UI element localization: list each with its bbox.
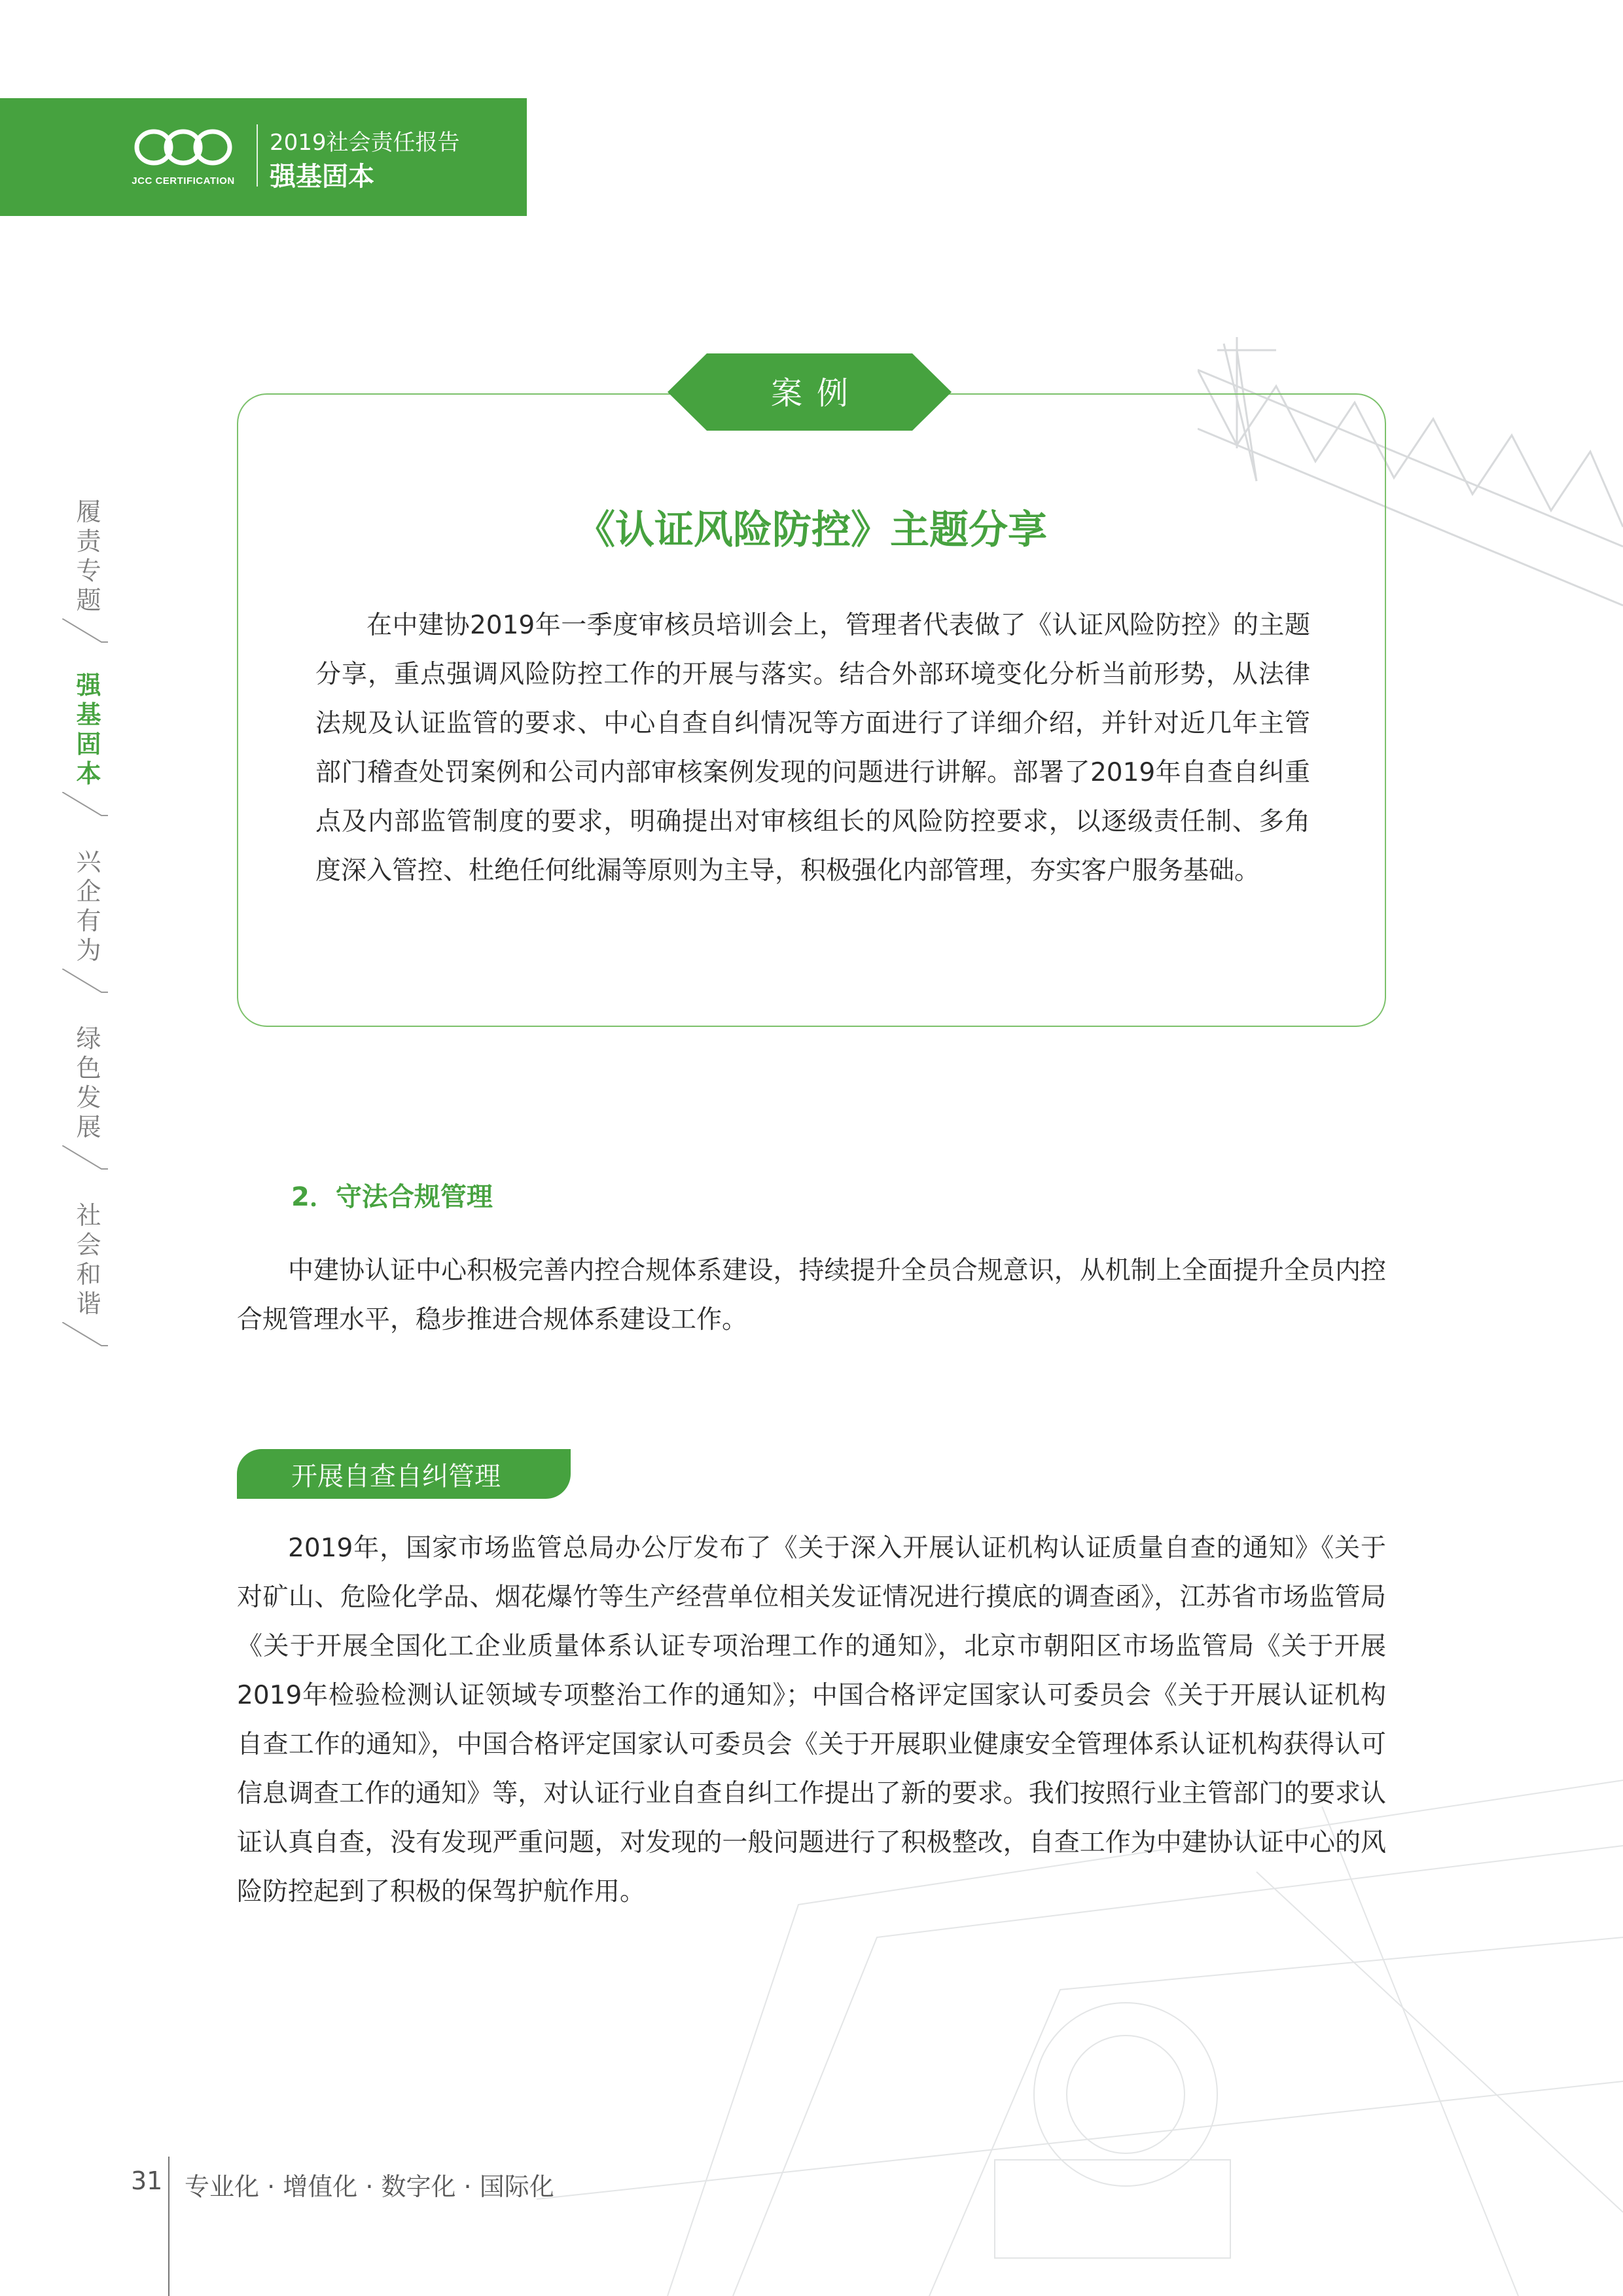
nav-item-5[interactable]: [62, 1201, 115, 1319]
case-title: 《认证风险防控》主题分享: [576, 507, 1047, 553]
nav-item-2[interactable]: [62, 671, 115, 789]
section-heading: 2．守法合规管理: [291, 1182, 493, 1212]
nav-separator: [62, 1322, 108, 1348]
nav-separator: [62, 969, 108, 995]
nav-item-label: 绿色发展: [76, 1024, 101, 1141]
case-body: 在中建协2019年一季度审核员培训会上，管理者代表做了《认证风险防控》的主题分享，重点强调风险防控工作的开展与落实。结合外部环境变化分析当前形势，从法律法规及认证监管的要求、中心自查自纠情况等方面进行了详细介绍，并针对近几年主管部门稽查处罚案例和公司内部审核案例发现的问题进行讲解。部署了2019年自查自纠重点及内部监管制度的要求，明确提出对审核组长的风险防控要求，以逐级责任制、多角度深入管控、杜绝任何纰漏等原则为主导，积极强化内部管理，夯实客户服务基础。: [315, 611, 1310, 886]
nav-item-1[interactable]: [62, 497, 115, 615]
footer-divider: [168, 2157, 169, 2296]
nav-separator: [62, 1145, 108, 1172]
subheading-label: 开展自查自纠管理: [291, 1462, 501, 1492]
nav-item-label: 履责专题: [76, 497, 101, 615]
nav-item-label: 兴企有为: [76, 848, 101, 965]
nav-separator: [62, 792, 108, 818]
header-bar: [0, 98, 527, 216]
header-divider: [257, 124, 258, 187]
page-number: 31: [131, 2166, 163, 2195]
footer-slogan: 专业化 · 增值化 · 数字化 · 国际化: [185, 2172, 554, 2201]
nav-item-4[interactable]: [62, 1024, 115, 1142]
jcc-logo-icon: [134, 128, 232, 167]
section-body: 2019年，国家市场监管总局办公厅发布了《关于深入开展认证机构认证质量自查的通知》《关于对矿山、危险化学品、烟花爆竹等生产经营单位相关发证情况进行摸底的调查函》，江苏省市场监管局《关于开展全国化工企业质量体系认证专项治理工作的通知》，北京市朝阳区市场监管局《关于开展2019年检验检测认证领域专项整治工作的通知》；中国合格评定国家认可委员会《关于开展认证机构自查工作的通知》，中国合格评定国家认可委员会《关于开展职业健康安全管理体系认证机构获得认可信息调查工作的通知》等，对认证行业自查自纠工作提出了新的要求。我们按照行业主管部门的要求认证认真自查，没有发现严重问题，对发现的一般问题进行了积极整改，自查工作为中建协认证中心的风险防控起到了积极的保驾护航作用。: [237, 1534, 1386, 1907]
nav-item-label: 强基固本: [76, 671, 101, 788]
report-title: 2019社会责任报告: [270, 130, 460, 156]
nav-item-3[interactable]: [62, 848, 115, 965]
case-tag-label: 案例: [770, 375, 863, 412]
section-title: 强基固本: [270, 162, 374, 192]
nav-separator: [62, 619, 108, 645]
nav-item-label: 社会和谐: [76, 1201, 101, 1318]
logo-text: JCC CERTIFICATION: [132, 175, 235, 187]
section-intro: 中建协认证中心积极完善内控合规体系建设，持续提升全员合规意识，从机制上全面提升全员内控合规管理水平，稳步推进合规体系建设工作。: [237, 1256, 1386, 1335]
